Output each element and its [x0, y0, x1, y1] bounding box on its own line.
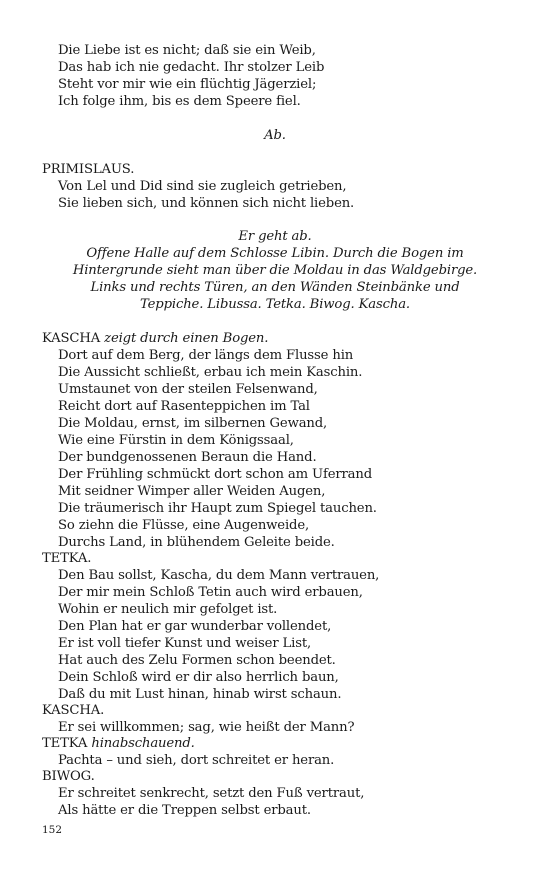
verse-line: Steht vor mir wie ein flüchtig Jägerziel;: [58, 77, 317, 92]
stage-direction: Teppiche. Libussa. Tetka. Biwog. Kascha.: [140, 297, 410, 312]
verse-line: Wohin er neulich mir gefolget ist.: [58, 602, 278, 617]
speaker-name: KASCHA.: [42, 703, 105, 718]
verse-line: Den Bau sollst, Kascha, du dem Mann vertrauen,: [58, 568, 380, 583]
verse-line: Der Frühling schmückt dort schon am Uferrand: [58, 467, 373, 482]
stage-direction: Hintergrunde sieht man über die Moldau in das Waldgebirge.: [72, 263, 478, 278]
speaker-direction: hinabschauend.: [91, 736, 195, 751]
verse-line: Daß du mit Lust hinan, hinab wirst schaun.: [58, 687, 342, 702]
speaker-name: KASCHA: [42, 331, 101, 346]
speaker-name: BIWOG.: [42, 769, 95, 784]
speaker-line: [42, 736, 195, 752]
stage-direction: Er geht ab.: [238, 229, 312, 244]
verse-line: Der mir mein Schloß Tetin auch wird erbauen,: [58, 585, 363, 600]
verse-line: Sie lieben sich, und können sich nicht lieben.: [58, 196, 355, 211]
verse-line: Die Liebe ist es nicht; daß sie ein Weib,: [58, 43, 316, 58]
verse-line: Umstaunet von der steilen Felsenwand,: [58, 382, 318, 397]
verse-line: Ich folge ihm, bis es dem Speere fiel.: [58, 94, 301, 109]
verse-line: Dort auf dem Berg, der längs dem Flusse hin: [58, 348, 354, 363]
verse-line: Mit seidner Wimper aller Weiden Augen,: [58, 484, 326, 499]
verse-line: Reicht dort auf Rasenteppichen im Tal: [58, 399, 310, 414]
verse-line: Er ist voll tiefer Kunst und weiser List,: [58, 636, 312, 651]
stage-direction: Ab.: [264, 128, 286, 143]
speaker-direction: zeigt durch einen Bogen.: [104, 331, 269, 346]
speaker-line: [42, 331, 268, 347]
page-number: 152: [42, 824, 63, 836]
speaker-name: TETKA: [42, 736, 88, 751]
speaker-name: PRIMISLAUS.: [42, 162, 135, 177]
verse-line: Er schreitet senkrecht, setzt den Fuß vertraut,: [58, 786, 365, 801]
verse-line: Wie eine Fürstin in dem Königssaal,: [58, 433, 294, 448]
verse-line: Die Aussicht schließt, erbau ich mein Kaschin.: [58, 365, 363, 380]
verse-line: Pachta – und sieh, dort schreitet er heran.: [58, 753, 335, 768]
verse-line: Hat auch des Zelu Formen schon beendet.: [58, 653, 336, 668]
stage-direction: Offene Halle auf dem Schlosse Libin. Durch die Bogen im: [86, 246, 464, 261]
verse-line: Den Plan hat er gar wunderbar vollendet,: [58, 619, 332, 634]
verse-line: Das hab ich nie gedacht. Ihr stolzer Leib: [58, 60, 325, 75]
verse-line: Die Moldau, ernst, im silbernen Gewand,: [58, 416, 328, 431]
verse-line: Dein Schloß wird er dir also herrlich baun,: [58, 670, 339, 685]
speaker-name: TETKA.: [42, 551, 92, 566]
verse-line: So ziehn die Flüsse, eine Augenweide,: [58, 518, 310, 533]
verse-line: Er sei willkommen; sag, wie heißt der Mann?: [58, 720, 355, 735]
verse-line: Von Lel und Did sind sie zugleich getrieben,: [58, 179, 347, 194]
verse-line: Als hätte er die Treppen selbst erbaut.: [58, 803, 311, 818]
verse-line: Der bundgenossenen Beraun die Hand.: [58, 450, 317, 465]
verse-line: Durchs Land, in blühendem Geleite beide.: [58, 535, 335, 550]
verse-line: Die träumerisch ihr Haupt zum Spiegel tauchen.: [58, 501, 377, 516]
stage-direction: Links und rechts Türen, an den Wänden Steinbänke und: [90, 280, 460, 295]
